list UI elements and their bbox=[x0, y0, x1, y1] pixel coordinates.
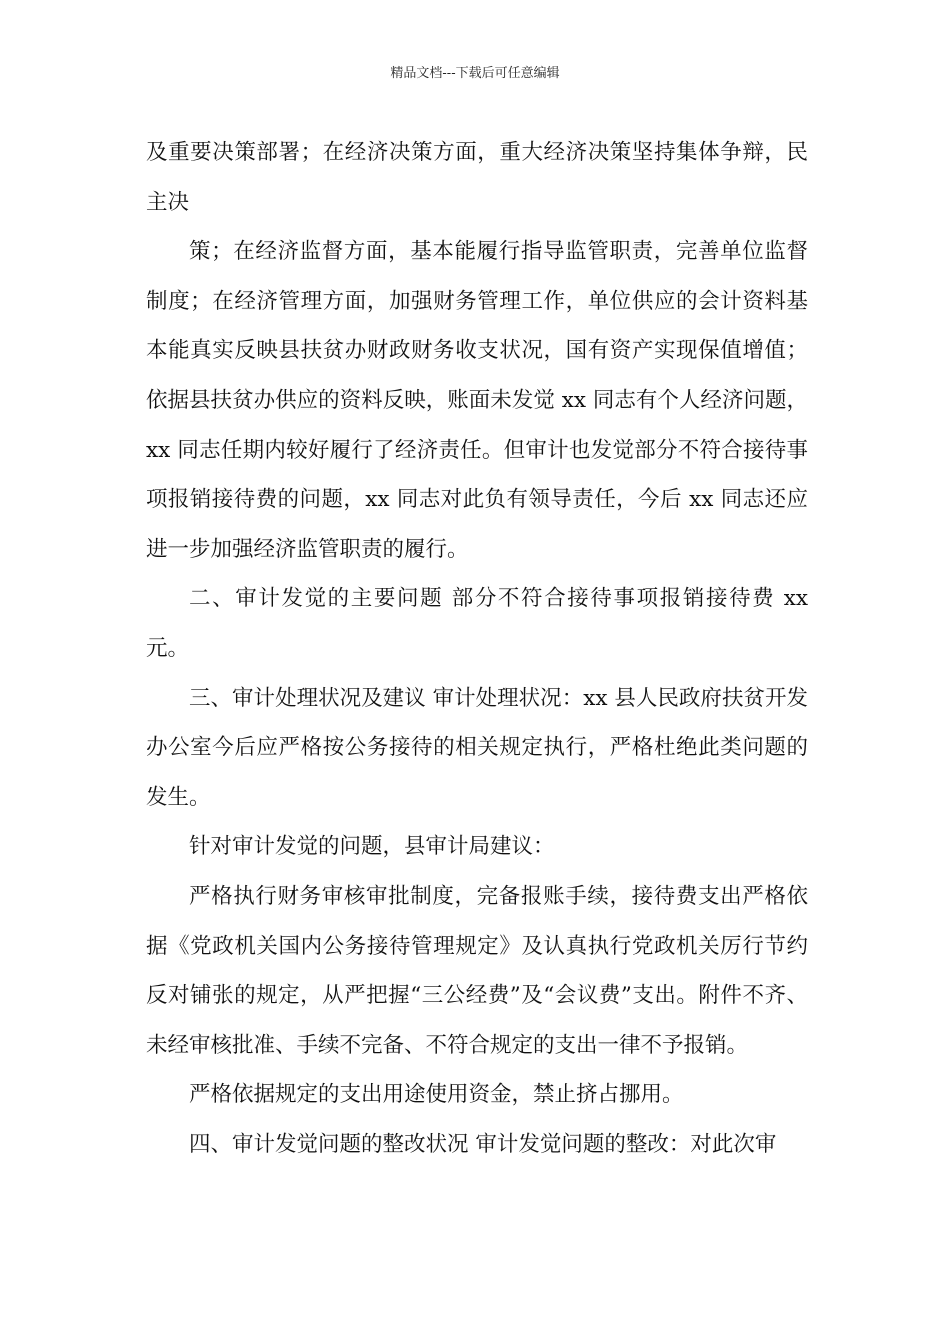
paragraph: 及重要决策部署；在经济决策方面，重大经济决策坚持集体争辩，民主决 bbox=[146, 140, 808, 215]
document-body bbox=[146, 128, 808, 1169]
paragraph: 二、审计发觉的主要问题 部分不符合接待事项报销接待费 xx 元。 bbox=[146, 586, 808, 661]
paragraph: 严格依据规定的支出用途使用资金，禁止挤占挪用。 bbox=[189, 1082, 684, 1108]
paragraph: 严格执行财务审核审批制度，完备报账手续，接待费支出严格依据《党政机关国内公务接待管理规定》及认真执行党政机关厉行节约反对铺张的规定，从严把握“三公经费”及“会议费”支出。附件不齐、未经审核批准、手续不完备、不符合规定的支出一律不予报销。 bbox=[146, 883, 808, 1058]
paragraph: 四、审计发觉问题的整改状况 审计发觉问题的整改：对此次审 bbox=[189, 1131, 777, 1157]
paragraph: 策；在经济监督方面，基本能履行指导监管职责，完善单位监督制度；在经济管理方面，加强财务管理工作，单位供应的会计资料基本能真实反映县扶贫办财政财务收支状况，国有资产实现保值增值；依据县扶贫办供应的资料反映，账面未发觉 xx 同志有个人经济问题，xx 同志任期内较好履行了经济责任。但审计也发觉部分不符合接待事项报销接待费的问题，xx 同志对此负有领导责任，今后 xx 同志还应进一步加强经济监管职责的履行。 bbox=[146, 239, 808, 562]
paragraph: 针对审计发觉的问题，县审计局建议： bbox=[189, 834, 555, 860]
paragraph: 三、审计处理状况及建议 审计处理状况：xx 县人民政府扶贫开发办公室今后应严格按公务接待的相关规定执行，严格杜绝此类问题的发生。 bbox=[146, 685, 808, 810]
page-header: 精品文档---下载后可任意编辑 bbox=[390, 66, 560, 81]
